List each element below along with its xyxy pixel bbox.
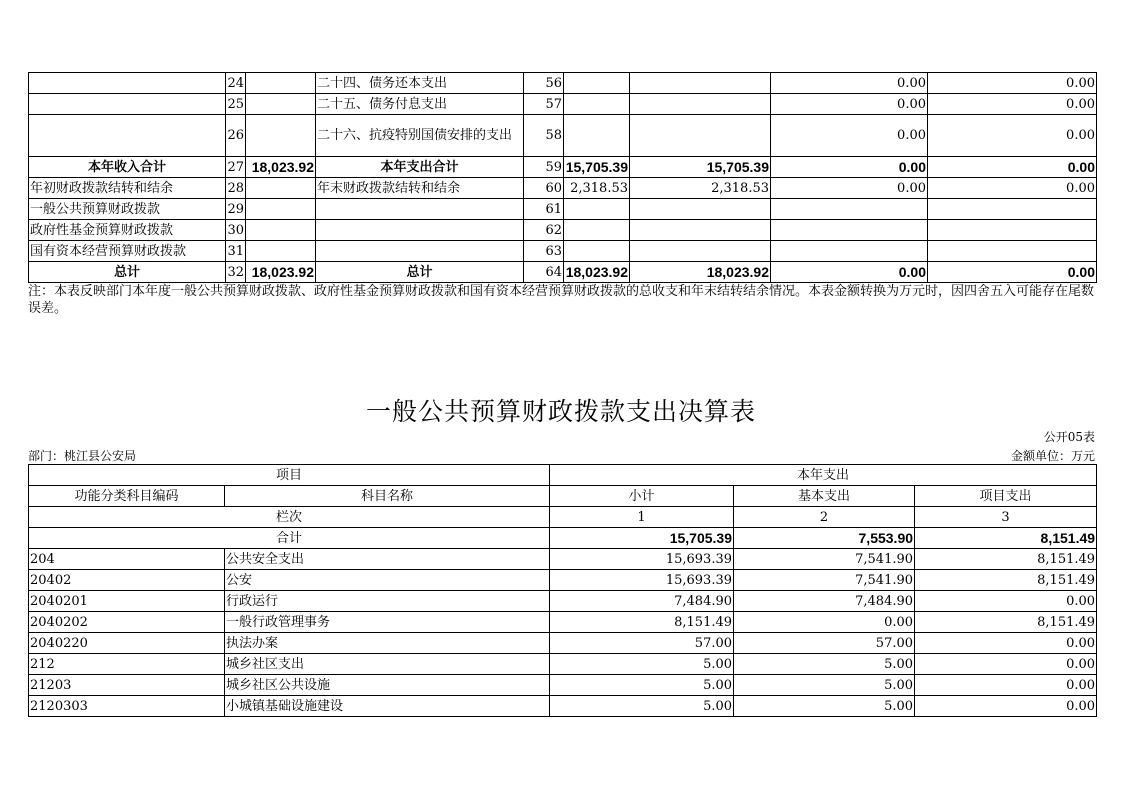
total-row (29, 528, 1097, 549)
right-item-label: 总计 (316, 262, 524, 283)
left-item-label: 国有资本经营预算财政拨款 (29, 241, 226, 262)
left-item-label (29, 115, 226, 157)
right-amount-total (564, 94, 630, 115)
right-row-number: 61 (524, 199, 564, 220)
col-subtotal-header: 小计 (550, 486, 734, 507)
right-row-number: 63 (524, 241, 564, 262)
left-item-label: 一般公共预算财政拨款 (29, 199, 226, 220)
project-amount: 8,151.49 (915, 570, 1097, 591)
right-amount-fund (771, 199, 928, 220)
left-row-number: 30 (226, 220, 246, 241)
table-row (29, 220, 1097, 241)
right-amount-fund (771, 241, 928, 262)
subject-name: 城乡社区支出 (225, 654, 550, 675)
table-row (29, 591, 1097, 612)
left-row-number: 32 (226, 262, 246, 283)
table-row (29, 675, 1097, 696)
right-amount-general (630, 73, 771, 94)
right-row-number: 59 (524, 157, 564, 178)
right-amount-fund (771, 220, 928, 241)
right-amount-fund: 0.00 (771, 94, 928, 115)
table-row (29, 94, 1097, 115)
right-amount-general (630, 220, 771, 241)
column-index-3: 3 (915, 507, 1097, 528)
right-amount-total (564, 115, 630, 157)
column-index-2: 2 (734, 507, 915, 528)
right-amount-total (564, 220, 630, 241)
left-amount (246, 241, 316, 262)
project-amount: 0.00 (915, 654, 1097, 675)
basic-amount: 5.00 (734, 675, 915, 696)
right-amount-general (630, 199, 771, 220)
subject-code: 204 (29, 549, 225, 570)
left-amount: 18,023.92 (246, 262, 316, 283)
total-basic: 7,553.90 (734, 528, 915, 549)
project-amount: 0.00 (915, 591, 1097, 612)
basic-amount: 7,484.90 (734, 591, 915, 612)
header-item: 项目 (29, 465, 550, 486)
right-row-number: 56 (524, 73, 564, 94)
left-amount: 18,023.92 (246, 157, 316, 178)
left-item-label (29, 73, 226, 94)
column-index-row (29, 507, 1097, 528)
subtotal-amount: 5.00 (550, 654, 734, 675)
subtotal-amount: 57.00 (550, 633, 734, 654)
department-label: 部门：桃江县公安局 (28, 449, 137, 463)
total-project: 8,151.49 (915, 528, 1097, 549)
right-amount-state-capital (928, 220, 1097, 241)
right-amount-state-capital (928, 199, 1097, 220)
income-expense-summary-table (28, 72, 1097, 283)
right-row-number: 58 (524, 115, 564, 157)
right-amount-state-capital: 0.00 (928, 94, 1097, 115)
right-amount-state-capital: 0.00 (928, 178, 1097, 199)
subject-name: 一般行政管理事务 (225, 612, 550, 633)
right-amount-state-capital: 0.00 (928, 157, 1097, 178)
right-amount-total (564, 199, 630, 220)
table-row (29, 115, 1097, 157)
header-row-1 (29, 465, 1097, 486)
left-amount (246, 115, 316, 157)
left-item-label: 本年收入合计 (29, 157, 226, 178)
right-amount-state-capital: 0.00 (928, 262, 1097, 283)
right-amount-total: 15,705.39 (564, 157, 630, 178)
basic-amount: 0.00 (734, 612, 915, 633)
left-row-number: 28 (226, 178, 246, 199)
right-amount-general (630, 94, 771, 115)
right-amount-total (564, 241, 630, 262)
subject-name: 公安 (225, 570, 550, 591)
subtotal-amount: 8,151.49 (550, 612, 734, 633)
right-item-label (316, 220, 524, 241)
left-item-label: 总计 (29, 262, 226, 283)
left-item-label (29, 94, 226, 115)
right-amount-fund: 0.00 (771, 178, 928, 199)
report-title: 一般公共预算财政拨款支出决算表 (365, 397, 756, 426)
col-code-header: 功能分类科目编码 (29, 486, 225, 507)
left-item-label: 年初财政拨款结转和结余 (29, 178, 226, 199)
right-item-label: 二十六、抗疫特别国债安排的支出 (316, 115, 524, 157)
basic-amount: 57.00 (734, 633, 915, 654)
table-row (29, 262, 1097, 283)
subject-code: 212 (29, 654, 225, 675)
left-amount (246, 94, 316, 115)
column-index-1: 1 (550, 507, 734, 528)
subject-code: 21203 (29, 675, 225, 696)
table-row (29, 241, 1097, 262)
subject-name: 执法办案 (225, 633, 550, 654)
col-name-header: 科目名称 (225, 486, 550, 507)
basic-amount: 7,541.90 (734, 549, 915, 570)
right-amount-total (564, 73, 630, 94)
right-row-number: 60 (524, 178, 564, 199)
right-row-number: 57 (524, 94, 564, 115)
table-row (29, 633, 1097, 654)
right-amount-total: 18,023.92 (564, 262, 630, 283)
subject-name: 小城镇基础设施建设 (225, 696, 550, 717)
left-row-number: 24 (226, 73, 246, 94)
right-item-label (316, 199, 524, 220)
subject-code: 2040202 (29, 612, 225, 633)
left-row-number: 31 (226, 241, 246, 262)
table-row (29, 157, 1097, 178)
right-item-label: 二十四、债务还本支出 (316, 73, 524, 94)
right-amount-general: 18,023.92 (630, 262, 771, 283)
table-note: 注：本表反映部门本年度一般公共预算财政拨款、政府性基金预算财政拨款和国有资本经营预算财政拨款的总收支和年末结转结余情况。本表金额转换为万元时，因四舍五入可能存在尾数误差。 (28, 284, 1095, 316)
left-row-number: 29 (226, 199, 246, 220)
table-row (29, 549, 1097, 570)
table-row (29, 199, 1097, 220)
column-index-label: 栏次 (29, 507, 550, 528)
table-row (29, 570, 1097, 591)
left-row-number: 25 (226, 94, 246, 115)
right-item-label (316, 241, 524, 262)
col-project-header: 项目支出 (915, 486, 1097, 507)
right-amount-state-capital: 0.00 (928, 73, 1097, 94)
table-row (29, 178, 1097, 199)
right-item-label: 年末财政拨款结转和结余 (316, 178, 524, 199)
right-amount-state-capital: 0.00 (928, 115, 1097, 157)
subject-code: 2040220 (29, 633, 225, 654)
table-row (29, 696, 1097, 717)
subject-name: 城乡社区公共设施 (225, 675, 550, 696)
basic-amount: 5.00 (734, 696, 915, 717)
header-year-expense: 本年支出 (550, 465, 1097, 486)
left-amount (246, 73, 316, 94)
right-amount-total: 2,318.53 (564, 178, 630, 199)
subtotal-amount: 15,693.39 (550, 549, 734, 570)
subject-code: 2120303 (29, 696, 225, 717)
project-amount: 0.00 (915, 633, 1097, 654)
right-amount-fund: 0.00 (771, 157, 928, 178)
project-amount: 0.00 (915, 696, 1097, 717)
subject-code: 2040201 (29, 591, 225, 612)
total-label: 合计 (29, 528, 550, 549)
subtotal-amount: 15,693.39 (550, 570, 734, 591)
project-amount: 8,151.49 (915, 549, 1097, 570)
left-row-number: 27 (226, 157, 246, 178)
subtotal-amount: 5.00 (550, 696, 734, 717)
right-amount-general (630, 241, 771, 262)
table-row (29, 73, 1097, 94)
left-row-number: 26 (226, 115, 246, 157)
total-subtotal: 15,705.39 (550, 528, 734, 549)
right-amount-state-capital (928, 241, 1097, 262)
right-amount-fund: 0.00 (771, 115, 928, 157)
right-row-number: 62 (524, 220, 564, 241)
subject-name: 行政运行 (225, 591, 550, 612)
right-item-label: 二十五、债务付息支出 (316, 94, 524, 115)
amount-unit-label: 金额单位：万元 (1010, 449, 1095, 463)
right-amount-fund: 0.00 (771, 73, 928, 94)
form-code: 公开05表 (1043, 430, 1095, 444)
right-row-number: 64 (524, 262, 564, 283)
subtotal-amount: 7,484.90 (550, 591, 734, 612)
expenditure-table (28, 464, 1097, 717)
basic-amount: 5.00 (734, 654, 915, 675)
right-amount-fund: 0.00 (771, 262, 928, 283)
table-row (29, 612, 1097, 633)
project-amount: 8,151.49 (915, 612, 1097, 633)
left-amount (246, 220, 316, 241)
table-row (29, 654, 1097, 675)
basic-amount: 7,541.90 (734, 570, 915, 591)
subject-name: 公共安全支出 (225, 549, 550, 570)
left-amount (246, 178, 316, 199)
right-item-label: 本年支出合计 (316, 157, 524, 178)
left-amount (246, 199, 316, 220)
right-amount-general: 2,318.53 (630, 178, 771, 199)
header-row-2 (29, 486, 1097, 507)
project-amount: 0.00 (915, 675, 1097, 696)
right-amount-general (630, 115, 771, 157)
subject-code: 20402 (29, 570, 225, 591)
subtotal-amount: 5.00 (550, 675, 734, 696)
right-amount-general: 15,705.39 (630, 157, 771, 178)
col-basic-header: 基本支出 (734, 486, 915, 507)
left-item-label: 政府性基金预算财政拨款 (29, 220, 226, 241)
